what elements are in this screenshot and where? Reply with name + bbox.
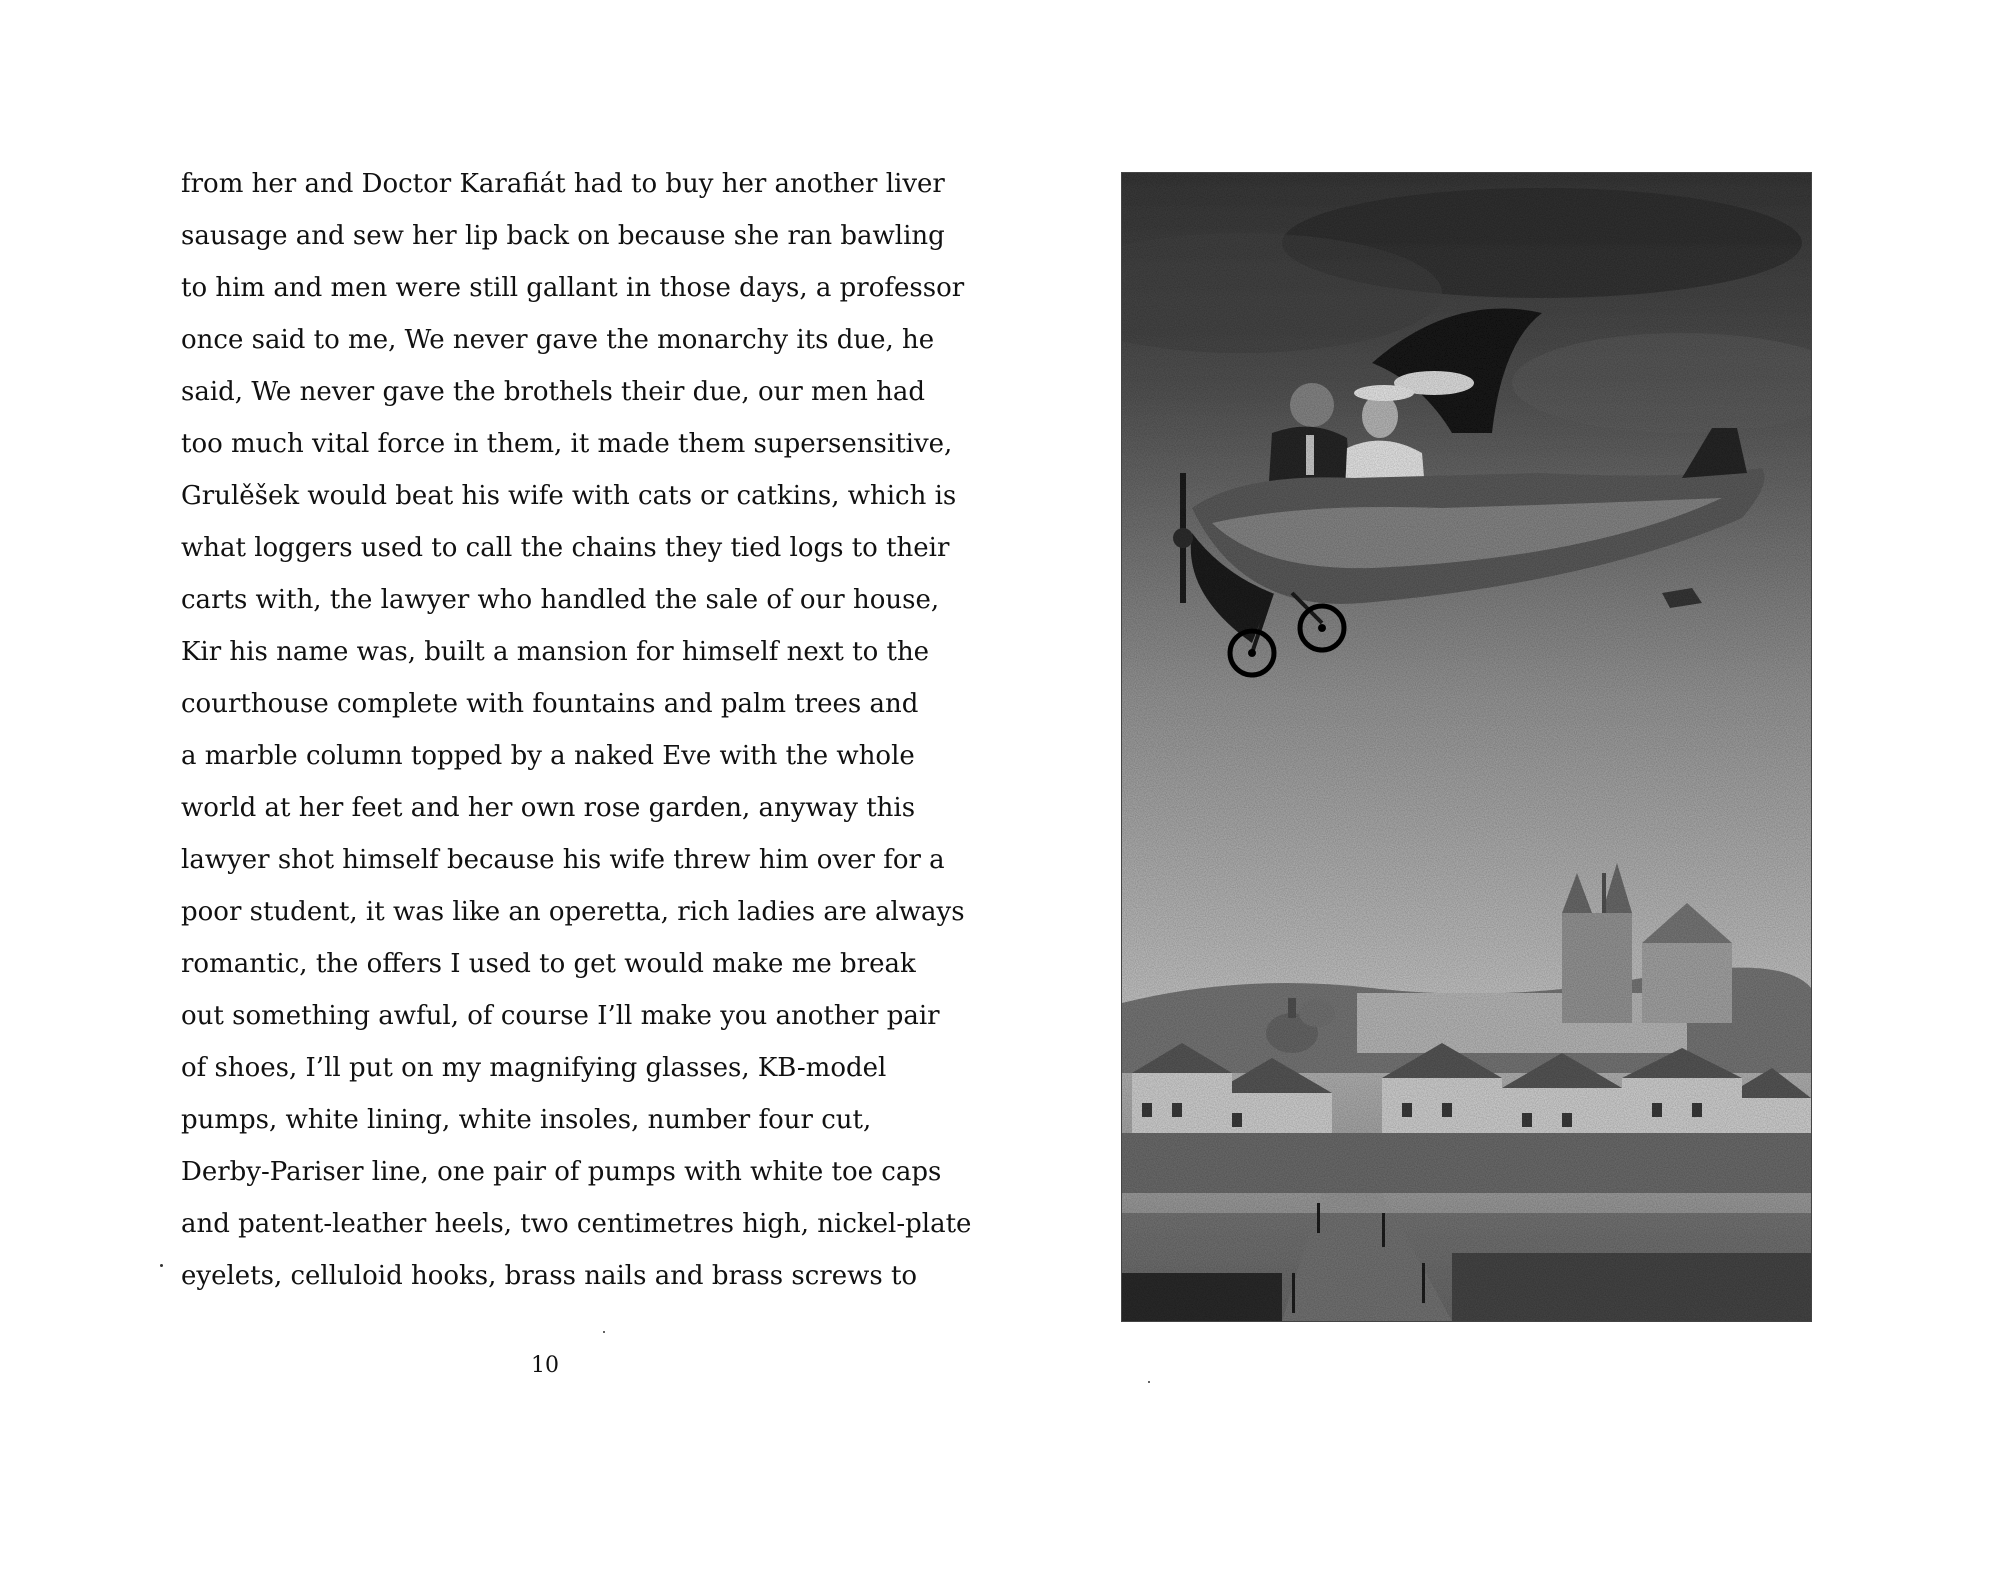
airplane-over-city-illustration xyxy=(1121,172,1812,1322)
text-line: out something awful, of course I’ll make you another pair xyxy=(181,1001,940,1031)
left-page xyxy=(181,158,972,1302)
text-line: courthouse complete with fountains and palm trees and xyxy=(181,689,919,719)
text-line: eyelets, celluloid hooks, brass nails and brass screws to xyxy=(181,1261,918,1291)
text-line: once said to me, We never gave the monarchy its due, he xyxy=(181,325,935,355)
text-line: Grulěšek would beat his wife with cats or catkins, which is xyxy=(181,481,957,511)
scan-speck xyxy=(1148,1381,1150,1383)
text-line: lawyer shot himself because his wife threw him over for a xyxy=(181,845,945,875)
text-line: said, We never gave the brothels their due, our men had xyxy=(181,377,925,407)
text-line: from her and Doctor Karafiát had to buy her another liver xyxy=(181,169,945,199)
body-text xyxy=(181,158,972,1302)
scan-speck xyxy=(603,1331,605,1333)
scan-speck xyxy=(160,1264,163,1267)
text-line: what loggers used to call the chains they tied logs to their xyxy=(181,533,950,563)
text-line: poor student, it was like an operetta, rich ladies are always xyxy=(181,897,965,927)
text-line: Kir his name was, built a mansion for himself next to the xyxy=(181,637,930,667)
text-line: a marble column topped by a naked Eve with the whole xyxy=(181,741,915,771)
page-number: 10 xyxy=(531,1353,559,1378)
text-line: carts with, the lawyer who handled the sale of our house, xyxy=(181,585,940,615)
text-line: of shoes, I’ll put on my magnifying glasses, KB-model xyxy=(181,1053,887,1083)
text-line: Derby-Pariser line, one pair of pumps with white toe caps xyxy=(181,1157,942,1187)
text-line: romantic, the offers I used to get would make me break xyxy=(181,949,916,979)
text-line: pumps, white lining, white insoles, number four cut, xyxy=(181,1105,872,1135)
text-line: world at her feet and her own rose garden, anyway this xyxy=(181,793,916,823)
text-line: to him and men were still gallant in those days, a professor xyxy=(181,273,965,303)
text-line: and patent-leather heels, two centimetres high, nickel-plate xyxy=(181,1209,972,1239)
text-line: sausage and sew her lip back on because she ran bawling xyxy=(181,221,945,251)
text-line: too much vital force in them, it made them supersensitive, xyxy=(181,429,953,459)
